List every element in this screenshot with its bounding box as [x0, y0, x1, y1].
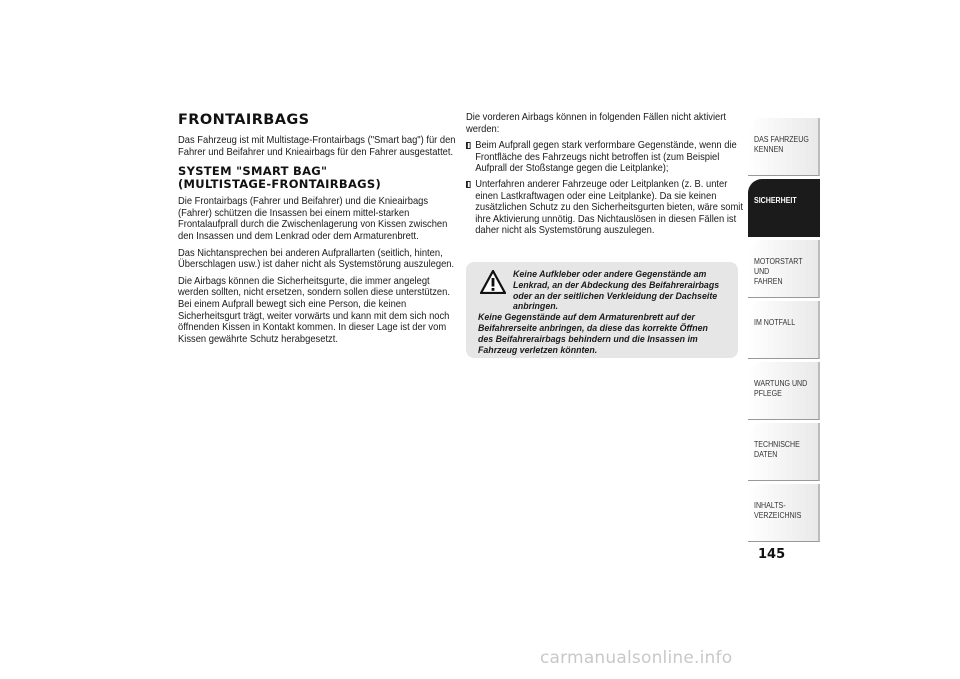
tab-sicherheit[interactable]: SICHERHEIT: [748, 179, 820, 237]
chapter-sidebar: [748, 118, 820, 545]
body-paragraph: Die Airbags können die Sicherheitsgurte, die immer angelegt werden sollten, nicht ersetzen, sondern sollen diese unterstützen. Bei einem Aufprall bewegt sich eine Person, die keinen Sicherheitsgurt trägt, weiter vorwärts und kann mit dem sich noch öffnenden Kissen in Kontakt kommen. In dieser Lage ist der vom Kissen gewährte Schutz herabgesetzt.: [178, 275, 450, 345]
tab-im-notfall[interactable]: IM NOTFALL: [748, 301, 820, 359]
intro-paragraph: Das Fahrzeug ist mit Multistage-Frontairbags ("Smart bag") für den Fahrer und Beifahrer und Knieairbags für den Fahrer ausgestattet.: [178, 135, 456, 158]
warning-text-first: Keine Aufkleber oder andere Gegenstände am Lenkrad, an der Abdeckung des Beifahrerairbags oder an der seitlichen Verkleidung der Dachseite anbringen.: [512, 269, 720, 313]
tab-wartung-und-pflege[interactable]: WARTUNG UND PFLEGE: [748, 362, 820, 420]
subsection-title: SYSTEM "SMART BAG" (MULTISTAGE-FRONTAIRBAGS): [178, 164, 382, 192]
checkbox-bullet-icon: [466, 142, 471, 149]
tab-motorstart-und-fahren[interactable]: MOTORSTART UND FAHREN: [748, 240, 820, 298]
left-column: [178, 112, 458, 350]
tab-technische-daten[interactable]: TECHNISCHE DATEN: [748, 423, 820, 481]
body-paragraph: Das Nichtansprechen bei anderen Aufprallarten (seitlich, hinten, Überschlagen usw.) ist daher nicht als Systemstörung auszulegen.: [178, 247, 455, 271]
warning-box: [466, 262, 738, 358]
list-item: Beim Aufprall gegen stark verformbare Gegenstände, wenn die Frontfläche des Fahrzeugs nicht betroffen ist (zum Beispiel Aufprall der Stoßstange gegen die Leitplanke);: [466, 140, 745, 175]
page-number: 145: [758, 547, 786, 562]
checkbox-bullet-icon: [466, 181, 471, 188]
tab-das-fahrzeug-kennen[interactable]: DAS FAHRZEUG KENNEN: [748, 118, 820, 176]
body-paragraph: Die Frontairbags (Fahrer und Beifahrer) und die Knieairbags (Fahrer) schützen die Insassen bei einem mittel-starken Frontalaufprall durch die Zwischenlagerung von Kissen zwischen den Insassen und dem Lenkrad oder dem Armaturenbrett.: [178, 196, 448, 242]
warning-text: [478, 270, 724, 356]
right-column: [466, 112, 743, 241]
list-item: Unterfahren anderer Fahrzeuge oder Leitplanken (z. B. unter einen Lastkraftwagen oder eine Leitplanke). Da sie keinen zusätzlichen Schutz zu den Sicherheitsgurten bieten, wäre somit ihre Aktivierung unnötig. Das Nichtauslösen in diesen Fällen ist daher nicht als Systemstörung auszulegen.: [466, 179, 745, 237]
warning-text-rest: Keine Gegenstände auf dem Armaturenbrett auf der Beifahrerseite anbringen, da diese das korrekte Öffnen des Beifahrerairbags behindern und die Insassen im Fahrzeug verletzen könnten.: [478, 312, 708, 356]
activation-intro: Die vorderen Airbags können in folgenden Fällen nicht aktiviert werden:: [466, 112, 726, 135]
activation-list: [466, 140, 743, 237]
tab-inhaltsverzeichnis[interactable]: INHALTS- VERZEICHNIS: [748, 484, 820, 542]
section-title: FRONTAIRBAGS: [178, 112, 310, 128]
watermark: carmanualsonline.info: [540, 648, 733, 668]
